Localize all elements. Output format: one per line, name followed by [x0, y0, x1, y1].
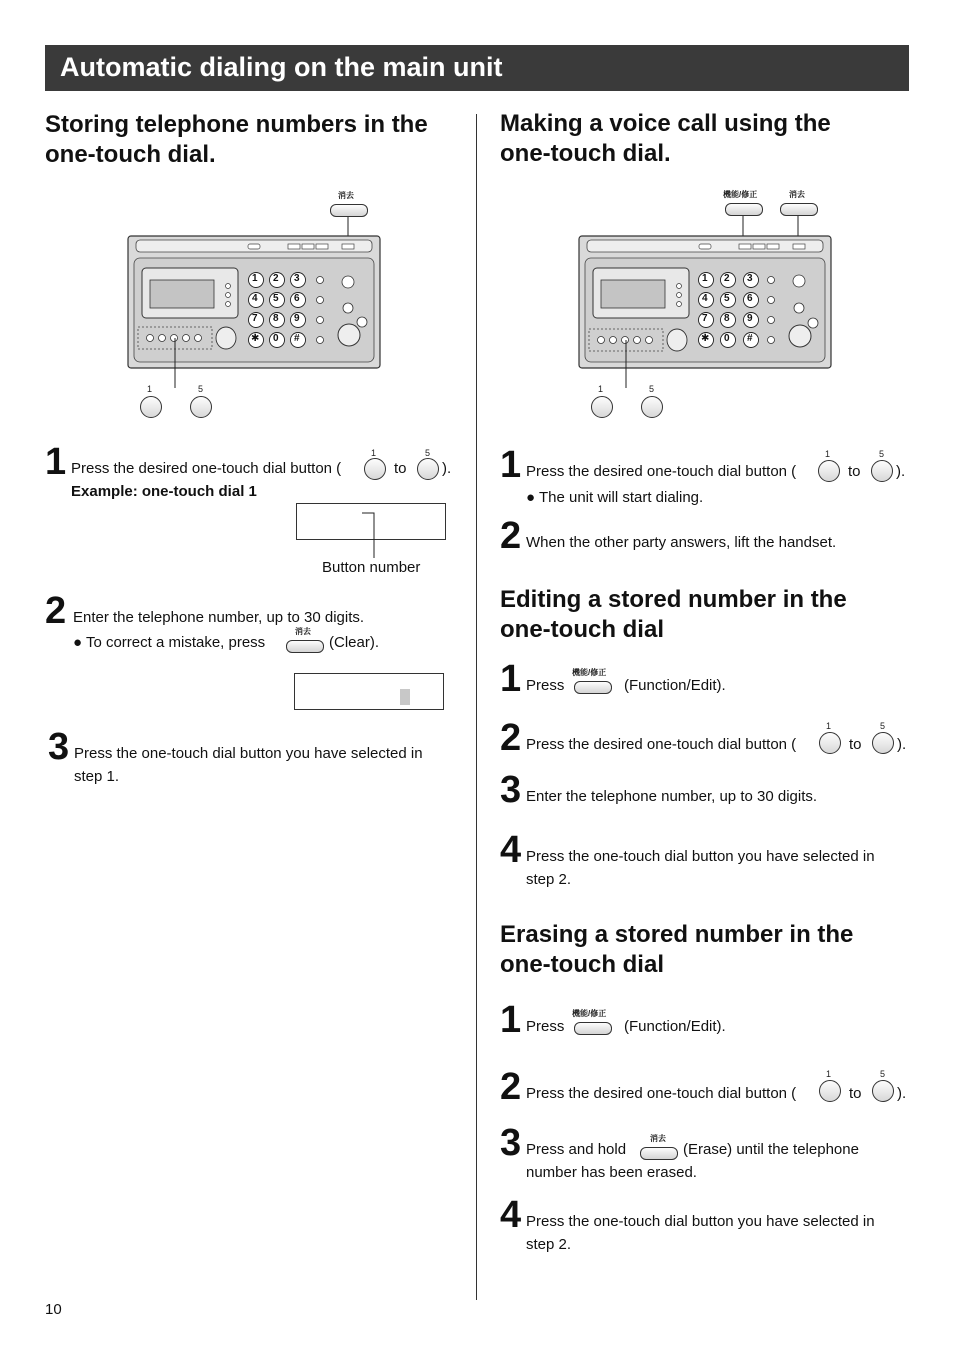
step-text: Press the one-touch dial button you have selected in [526, 848, 875, 865]
section-heading-editing: Editing a stored number in the one-touch dial [500, 586, 847, 643]
step-number: 1 [45, 441, 67, 483]
step-text: When the other party answers, lift the handset. [526, 534, 837, 551]
section-heading-voice-call: Making a voice call using the one-touch dial. [500, 110, 831, 167]
one-touch-dial-5-button [190, 396, 212, 418]
step-bullet: ● To correct a mistake, press [73, 634, 266, 651]
erase-button-icon [640, 1147, 678, 1160]
step-text: Enter the telephone number, up to 30 digits. [526, 788, 818, 805]
step-number: 2 [500, 515, 522, 557]
fax-machine-drawing-left [126, 190, 386, 430]
one-touch-dial-5-icon [417, 458, 439, 480]
page-number: 10 [45, 1301, 62, 1318]
step-text: step 2. [526, 871, 572, 888]
step-number: 2 [45, 590, 67, 632]
step-number: 4 [500, 829, 522, 871]
dial-1-label: 1 [598, 384, 604, 394]
step-number: 2 [500, 717, 522, 759]
dial-1-label: 1 [147, 384, 153, 394]
page-title: Automatic dialing on the main unit [60, 52, 503, 82]
step-number: 1 [500, 658, 522, 700]
step-number: 2 [500, 1066, 522, 1108]
step-text: Press the one-touch dial button you have selected in [74, 745, 423, 762]
cursor-block [400, 689, 410, 705]
column-divider [476, 114, 477, 1300]
step-text: Enter the telephone number, up to 30 digits. [73, 609, 365, 626]
step-number: 1 [500, 999, 522, 1041]
step-text: step 2. [526, 1236, 572, 1253]
button-number-callout: Button number [322, 559, 421, 576]
one-touch-dial-5-icon [872, 732, 894, 754]
one-touch-dial-1-icon [819, 732, 841, 754]
one-touch-dial-1-button [140, 396, 162, 418]
callout-line [360, 512, 380, 562]
step-text: Press the desired one-touch dial button ( [71, 460, 342, 477]
step-text: Press the desired one-touch dial button ( [526, 1085, 797, 1102]
step-number: 1 [500, 444, 522, 486]
step-text: Press the desired one-touch dial button ( [526, 463, 797, 480]
step-text: step 1. [74, 768, 120, 785]
clear-key-label: 消去 [338, 191, 354, 200]
one-touch-dial-5-icon [871, 460, 893, 482]
function-edit-button-icon [574, 1022, 612, 1035]
one-touch-dial-1-icon [819, 1080, 841, 1102]
step-text: Press the desired one-touch dial button ( [526, 736, 797, 753]
step-number: 3 [500, 769, 522, 811]
dial-5-label: 5 [198, 384, 204, 394]
example-label: Example: one-touch dial 1 [71, 483, 257, 500]
one-touch-dial-5-icon [872, 1080, 894, 1102]
section-heading-storing: Storing telephone numbers in the one-touch dial. [45, 111, 428, 168]
step-bullet: ● The unit will start dialing. [526, 489, 704, 506]
one-touch-dial-1-icon [364, 458, 386, 480]
page-title-bar [45, 45, 909, 91]
one-touch-dial-5-button [641, 396, 663, 418]
function-key-label: 機能/修正 [723, 190, 758, 199]
display-entry-box [294, 673, 444, 710]
fax-machine-drawing-right [577, 190, 837, 430]
clear-button-icon [286, 640, 324, 653]
step-number: 3 [500, 1122, 522, 1164]
one-touch-dial-1-icon [818, 460, 840, 482]
step-number: 3 [48, 726, 70, 768]
step-text: Press the one-touch dial button you have selected in [526, 1213, 875, 1230]
clear-key-label: 消去 [789, 190, 805, 199]
step-number: 4 [500, 1194, 522, 1236]
function-edit-button-icon [574, 681, 612, 694]
dial-5-label: 5 [649, 384, 655, 394]
section-heading-erasing: Erasing a stored number in the one-touch dial [500, 921, 854, 978]
one-touch-dial-1-button [591, 396, 613, 418]
